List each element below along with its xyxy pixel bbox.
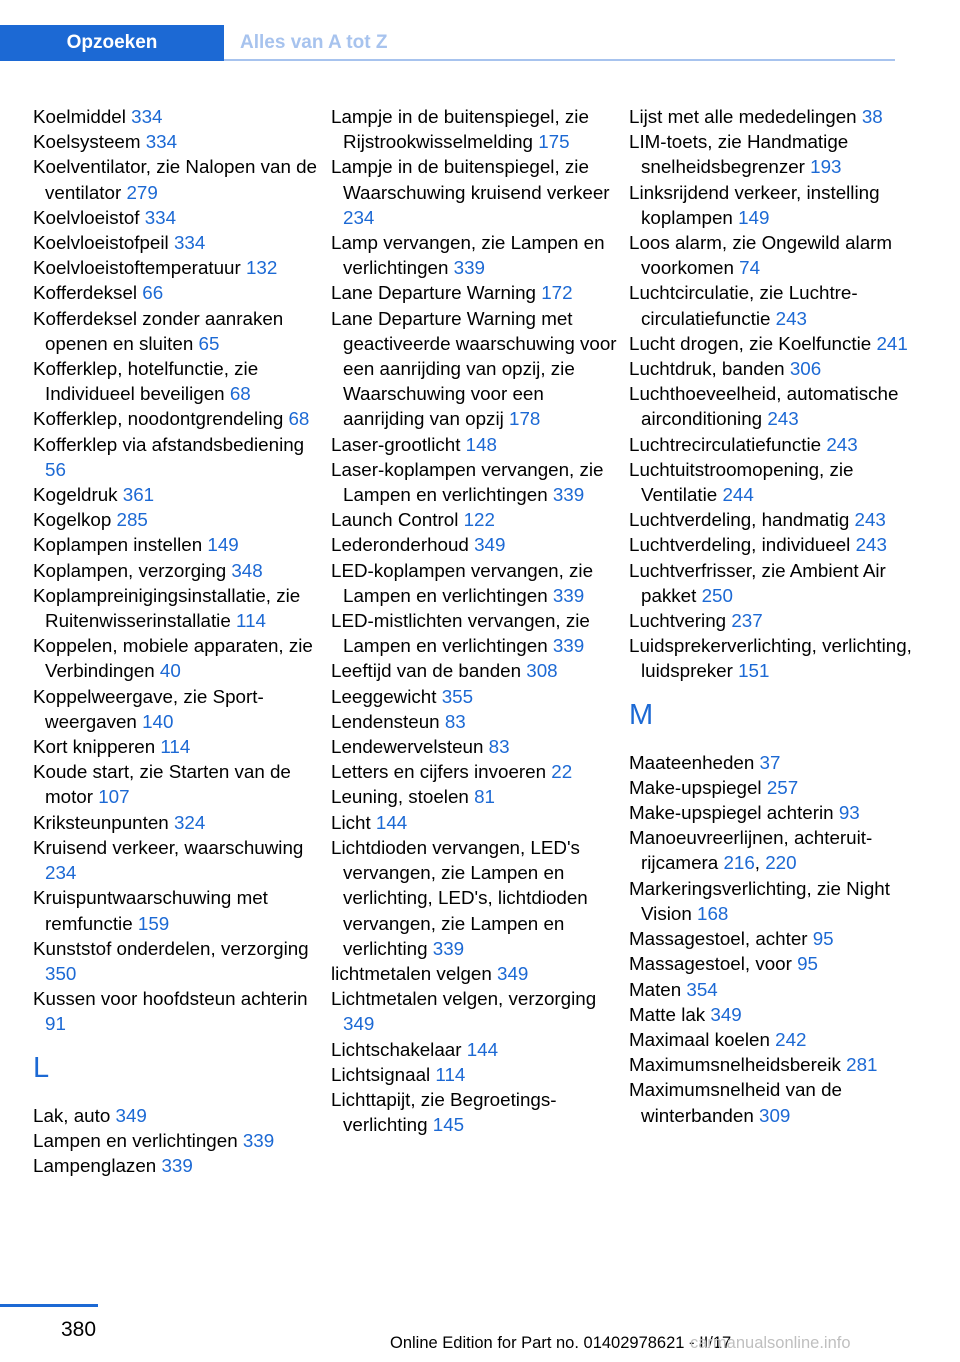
page-link[interactable]: 168 xyxy=(697,902,729,924)
page-link[interactable]: 220 xyxy=(765,852,797,874)
page-link[interactable]: 159 xyxy=(137,912,170,934)
index-term: Laser-koplampen vervangen, zie Lampen en verlichtingen xyxy=(331,458,604,506)
page-link[interactable]: 114 xyxy=(435,1063,466,1085)
index-term: Lane Departure Warning met geactiveerde waarschuwing voor een aanrijding van opzij, zie Waarschuwing voor een aanrijding van opzij xyxy=(331,307,617,430)
index-entry xyxy=(33,205,325,230)
tab-opzoeken[interactable]: Opzoeken xyxy=(0,25,224,61)
index-entry xyxy=(331,230,623,280)
index-term: Lendensteun xyxy=(331,710,440,732)
index-entry xyxy=(331,759,623,784)
page-link[interactable]: 193 xyxy=(810,156,842,178)
index-term: Lampje in de buitenspiegel, zie Rijstrookwisselmelding xyxy=(331,106,589,153)
index-term: Koppelweergave, zie Sportweergaven xyxy=(33,685,264,732)
page-link[interactable]: 95 xyxy=(797,953,818,975)
page-link[interactable]: 339 xyxy=(552,584,585,606)
index-entry xyxy=(331,784,623,809)
index-entry xyxy=(33,482,325,507)
index-entry xyxy=(629,532,921,557)
page-link[interactable]: 234 xyxy=(343,206,375,228)
index-entry xyxy=(331,306,623,432)
index-term: Lichtschakelaar xyxy=(331,1038,462,1060)
page-link[interactable]: 243 xyxy=(854,509,886,531)
index-entry xyxy=(629,432,921,457)
index-entry xyxy=(33,129,325,154)
page-link[interactable]: 243 xyxy=(775,307,808,329)
page-link[interactable]: 40 xyxy=(159,660,181,682)
index-term: LED-koplampen vervangen, zie Lampen en verlichtingen xyxy=(331,559,594,606)
index-entry xyxy=(331,684,623,709)
page-link[interactable]: 132 xyxy=(245,257,278,279)
index-entry: Manoeuvreerlijnen, achteruitrijcamera 216, 220 xyxy=(629,827,873,874)
index-term: Luchtverdeling, individueel xyxy=(629,534,851,556)
page-link[interactable]: 107 xyxy=(98,786,130,808)
page-link[interactable]: 354 xyxy=(686,978,718,1000)
page-link[interactable]: 361 xyxy=(122,484,155,506)
header xyxy=(0,25,895,61)
index-entry xyxy=(629,356,921,381)
index-entry xyxy=(331,280,623,305)
page-link[interactable]: 339 xyxy=(552,635,585,657)
index-entry xyxy=(331,961,623,986)
index-term: Matte lak xyxy=(629,1003,706,1025)
index-entry xyxy=(33,1153,325,1178)
index-entry xyxy=(331,558,623,608)
index-entry xyxy=(331,986,623,1036)
index-term: Maateenheden xyxy=(629,751,755,773)
index-term: Kriksteunpunten xyxy=(33,811,169,833)
index-term: Lichttapijt, zie Begroetingsverlichting xyxy=(331,1088,557,1136)
index-term: Make-upspiegel xyxy=(629,776,762,798)
index-entry xyxy=(33,230,325,255)
index-entry xyxy=(629,951,921,976)
index-entry xyxy=(33,255,325,280)
index-entry xyxy=(629,800,921,825)
index-entry xyxy=(629,775,921,800)
index-term: lichtmetalen velgen xyxy=(331,962,492,984)
page-link[interactable]: 83 xyxy=(488,736,510,758)
page-link[interactable]: 244 xyxy=(722,484,754,506)
index-term: Lampen en verlichtingen xyxy=(33,1129,238,1151)
index-entry xyxy=(33,1103,325,1128)
tab-alles-van-a-tot-z[interactable]: Alles van A tot Z xyxy=(240,32,388,53)
page-link[interactable]: 306 xyxy=(789,358,822,380)
index-entry xyxy=(33,583,325,633)
index-term: Massagestoel, achter xyxy=(629,928,808,950)
page-link[interactable]: 237 xyxy=(731,610,763,632)
index-term: Kogelkop xyxy=(33,509,112,531)
index-term: Maximumsnelheidsbereik xyxy=(629,1054,841,1076)
page-link[interactable]: 56 xyxy=(45,458,66,480)
index-term: Luchtverdeling, handmatig xyxy=(629,509,850,531)
index-entry xyxy=(33,432,325,482)
page-link[interactable]: 175 xyxy=(538,131,570,153)
index-entry xyxy=(331,709,623,734)
page-link[interactable]: 149 xyxy=(738,206,770,228)
index-entry xyxy=(33,356,325,406)
index-term: Massagestoel, voor xyxy=(629,953,792,975)
index-entry xyxy=(629,977,921,1002)
page-link[interactable]: 339 xyxy=(161,1154,193,1176)
index-entry xyxy=(629,180,921,230)
index-entry xyxy=(331,532,623,557)
page-link[interactable]: 114 xyxy=(236,610,266,632)
index-entry xyxy=(331,457,623,507)
index-entry xyxy=(629,608,921,633)
index-entry xyxy=(629,381,921,431)
index-entry xyxy=(33,507,325,532)
page-link[interactable]: 148 xyxy=(465,433,498,455)
page-link[interactable]: 349 xyxy=(710,1003,742,1025)
index-term: Koude start, zie Starten van de motor xyxy=(33,761,291,808)
index-term: Luchtcirculatie, zie Luchtrecirculatiefunctie xyxy=(629,282,858,329)
page-link[interactable]: 349 xyxy=(497,962,529,984)
index-entry xyxy=(33,1128,325,1153)
index-term: Lendewervelsteun xyxy=(331,736,484,758)
page-link[interactable]: 151 xyxy=(738,660,770,682)
index-entry xyxy=(33,280,325,305)
page-link[interactable]: 66 xyxy=(142,282,164,304)
index-entry xyxy=(33,104,325,129)
section-letter: L xyxy=(33,1051,50,1084)
index-term: Luchtdruk, banden xyxy=(629,358,785,380)
page-link[interactable]: 243 xyxy=(826,433,858,455)
index-entry xyxy=(629,280,921,330)
page-link[interactable]: 144 xyxy=(466,1038,499,1060)
index-term: Luchtvering xyxy=(629,610,727,632)
index-term: Make-upspiegel achterin xyxy=(629,802,834,824)
index-term: LED-mistlichten vervangen, zie Lampen en verlichtingen xyxy=(331,610,590,657)
index-term: Manoeuvreerlijnen, achteruitrijcamera xyxy=(629,827,873,874)
index-column-2 xyxy=(331,104,623,1137)
index-term: Kruispuntwaarschuwing met remfunctie xyxy=(33,887,268,934)
index-entry xyxy=(331,658,623,683)
index-term: Launch Control xyxy=(331,509,459,531)
page-link[interactable]: 91 xyxy=(45,1013,66,1035)
index-term: Maximumsnelheid van de winterbanden xyxy=(629,1079,842,1126)
index-entry xyxy=(33,684,325,734)
section-letter: M xyxy=(629,698,654,731)
page-link[interactable]: 349 xyxy=(474,534,506,556)
index-term: Luidsprekerverlichting, verlichting, luidspreker xyxy=(629,635,912,682)
page-link[interactable]: 243 xyxy=(855,534,887,556)
index-entry xyxy=(33,835,325,885)
index-term: Lak, auto xyxy=(33,1104,111,1126)
index-term: Lampje in de buitenspiegel, zie Waarschuwing kruisend verkeer xyxy=(331,156,610,203)
index-entry xyxy=(331,1087,623,1137)
page-link[interactable]: 339 xyxy=(242,1129,275,1151)
index-term: Kofferklep via afstandsbediening xyxy=(33,433,305,455)
index-term: Koplampen instellen xyxy=(33,534,203,556)
watermark: carmanualsonline.info xyxy=(690,1334,851,1352)
index-entry xyxy=(33,885,325,935)
index-column-1 xyxy=(33,104,325,1178)
index-entry xyxy=(331,734,623,759)
index-term: Kunststof onderdelen, verzorging xyxy=(33,937,309,959)
index-term: Luchtverfrisser, zie Ambient Air pakket xyxy=(629,559,886,606)
index-entry xyxy=(331,810,623,835)
index-entry xyxy=(629,750,921,775)
index-term: Lane Departure Warning xyxy=(331,282,536,304)
index-term: Markeringsverlichting, zie Night Vision xyxy=(629,877,890,924)
index-entry xyxy=(331,432,623,457)
page-link[interactable]: 65 xyxy=(198,332,220,354)
index-term: Leuning, stoelen xyxy=(331,786,469,808)
index-term: Kofferklep, noodontgrendeling xyxy=(33,408,284,430)
index-entry xyxy=(33,986,325,1036)
index-entry xyxy=(331,154,623,230)
page-link[interactable]: 339 xyxy=(432,937,465,959)
page-link[interactable]: 38 xyxy=(861,106,883,127)
page-link[interactable]: 324 xyxy=(173,811,206,833)
page-link[interactable]: 334 xyxy=(131,106,163,127)
index-entry xyxy=(33,406,325,431)
index-term: Kofferklep, hotelfunctie, zie Individueel beveiligen xyxy=(33,358,259,405)
index-entry xyxy=(33,306,325,356)
index-entry xyxy=(331,835,623,961)
index-entry xyxy=(629,558,921,608)
edition-note: Online Edition for Part no. 01402978621 - II/17 xyxy=(390,1334,732,1352)
index-term: Koplampen, verzorging xyxy=(33,559,227,581)
page-link[interactable]: 349 xyxy=(115,1104,147,1126)
page-number: 380 xyxy=(61,1318,97,1341)
index-term: Linksrijdend verkeer, instelling koplampen xyxy=(629,181,880,228)
index-term: Lederonderhoud xyxy=(331,534,469,556)
index-entry xyxy=(629,876,921,926)
page-link[interactable]: 68 xyxy=(229,383,251,405)
index-entry xyxy=(33,734,325,759)
page-link[interactable]: 172 xyxy=(541,282,573,304)
page-link[interactable]: 22 xyxy=(551,761,573,783)
page-link[interactable]: 339 xyxy=(453,257,486,279)
index-entry xyxy=(331,507,623,532)
page-link[interactable]: 140 xyxy=(142,710,174,732)
page-link[interactable]: 309 xyxy=(759,1104,791,1126)
page-link[interactable]: 241 xyxy=(876,332,908,354)
index-entry xyxy=(331,104,623,154)
index-entry xyxy=(629,1077,921,1127)
page-link[interactable]: 37 xyxy=(759,751,781,773)
page-link[interactable]: 144 xyxy=(375,811,408,833)
index-term: Koelventilator, zie Nalopen van de ventilator xyxy=(33,156,317,203)
page-link[interactable]: 349 xyxy=(343,1013,375,1035)
index-entry xyxy=(629,331,921,356)
page-link[interactable]: 95 xyxy=(812,928,834,950)
page-link[interactable]: 334 xyxy=(173,232,206,254)
index-entry xyxy=(629,507,921,532)
page-link[interactable]: 250 xyxy=(701,584,733,606)
index-term: Loos alarm, zie Ongewild alarm voorkomen xyxy=(629,232,893,279)
index-term: Koplampreinigingsinstallatie, zie Ruitenwisserinstallatie xyxy=(33,584,301,632)
index-term: Luchthoeveelheid, automatische airconditioning xyxy=(629,383,899,430)
page-link[interactable]: 285 xyxy=(116,509,148,531)
index-term: Leeggewicht xyxy=(331,685,437,707)
page-link[interactable]: 93 xyxy=(838,802,860,824)
index-entry xyxy=(629,1027,921,1052)
index-term: Letters en cijfers invoeren xyxy=(331,761,547,783)
index-term: Kussen voor hoofdsteun achterin xyxy=(33,988,308,1010)
index-term: Maten xyxy=(629,978,682,1000)
index-term: Kort knipperen xyxy=(33,736,156,758)
page-link[interactable]: 83 xyxy=(444,710,466,732)
index-term: LIM-toets, zie Handmatige snelheidsbegrenzer xyxy=(629,131,849,178)
index-term: Maximaal koelen xyxy=(629,1028,770,1050)
index-term: Leeftijd van de banden xyxy=(331,660,522,682)
index-term: Luchtrecirculatiefunctie xyxy=(629,433,822,455)
index-term: Licht xyxy=(331,811,371,833)
index-entry xyxy=(33,936,325,986)
index-entry xyxy=(33,558,325,583)
page-link[interactable]: 216 xyxy=(723,852,755,874)
index-entry xyxy=(33,633,325,683)
page-link[interactable]: 114 xyxy=(160,736,191,758)
footer-accent-bar xyxy=(0,1304,98,1307)
index-entry xyxy=(33,810,325,835)
index-column-3 xyxy=(629,104,921,1128)
index-term: Koelvloeistofpeil xyxy=(33,232,169,254)
index-term: Kogeldruk xyxy=(33,484,118,506)
index-term: Lichtmetalen velgen, verzorging xyxy=(331,988,597,1010)
page-link[interactable]: 234 xyxy=(45,862,77,884)
page-link[interactable]: 74 xyxy=(739,257,761,279)
page-link[interactable]: 308 xyxy=(526,660,558,682)
index-term: Lijst met alle mededelingen xyxy=(629,106,857,127)
index-term: Laser-grootlicht xyxy=(331,433,461,455)
index-entry xyxy=(629,633,921,683)
index-term: Lamp vervangen, zie Lampen en verlichtingen xyxy=(331,232,605,279)
index-term: Kofferdeksel zonder aanraken openen en sluiten xyxy=(33,307,284,354)
index-entry xyxy=(629,1002,921,1027)
index-term: Lucht drogen, zie Koelfunctie xyxy=(629,332,872,354)
page-link[interactable]: 348 xyxy=(231,559,263,581)
page-link[interactable]: 149 xyxy=(207,534,239,556)
index-entry xyxy=(33,154,325,204)
page-link[interactable]: 339 xyxy=(552,484,585,506)
index-term: Lichtsignaal xyxy=(331,1063,431,1085)
index-term: Koelvloeistoftemperatuur xyxy=(33,257,241,279)
page-link[interactable]: 122 xyxy=(463,509,495,531)
index-term: Lampenglazen xyxy=(33,1154,157,1176)
page-link[interactable]: 279 xyxy=(126,181,158,203)
page-link[interactable]: 243 xyxy=(767,408,799,430)
index-entry xyxy=(331,608,623,658)
page-link[interactable]: 350 xyxy=(45,962,77,984)
index-entry xyxy=(33,759,325,809)
page-link[interactable]: 355 xyxy=(441,685,474,707)
index-entry xyxy=(331,1037,623,1062)
page-link[interactable]: 145 xyxy=(432,1114,465,1136)
index-entry xyxy=(629,230,921,280)
index-entry xyxy=(33,532,325,557)
index-entry xyxy=(629,457,921,507)
index-term: Koelvloeistof xyxy=(33,206,140,228)
page-link[interactable]: 81 xyxy=(474,786,495,808)
index-term: Kofferdeksel xyxy=(33,282,138,304)
index-term: Luchtuitstroomopening, zie Ventilatie xyxy=(629,458,854,506)
page-link[interactable]: 257 xyxy=(766,776,799,798)
page-link[interactable]: 178 xyxy=(509,408,541,430)
index-entry xyxy=(629,1052,921,1077)
index-entry xyxy=(629,104,921,129)
index-term: Koppelen, mobiele apparaten, zie Verbindingen xyxy=(33,635,313,682)
header-divider xyxy=(224,59,895,61)
page-link[interactable]: 281 xyxy=(846,1054,878,1076)
index-term: Koelmiddel xyxy=(33,106,126,127)
page-link[interactable]: 242 xyxy=(775,1028,807,1050)
page-link[interactable]: 68 xyxy=(288,408,310,430)
index-term: Koelsysteem xyxy=(33,131,141,153)
page-link[interactable]: 334 xyxy=(145,131,178,153)
index-entry xyxy=(629,129,921,179)
index-entry xyxy=(331,1062,623,1087)
page-link[interactable]: 334 xyxy=(144,206,177,228)
index-term: Kruisend verkeer, waarschuwing xyxy=(33,836,304,858)
index-term: Lichtdioden vervangen, LED's vervangen, zie Lampen en verlichting, LED's, lichtdioden vervangen, zie Lampen en verlichting xyxy=(331,836,588,959)
index-entry xyxy=(629,926,921,951)
